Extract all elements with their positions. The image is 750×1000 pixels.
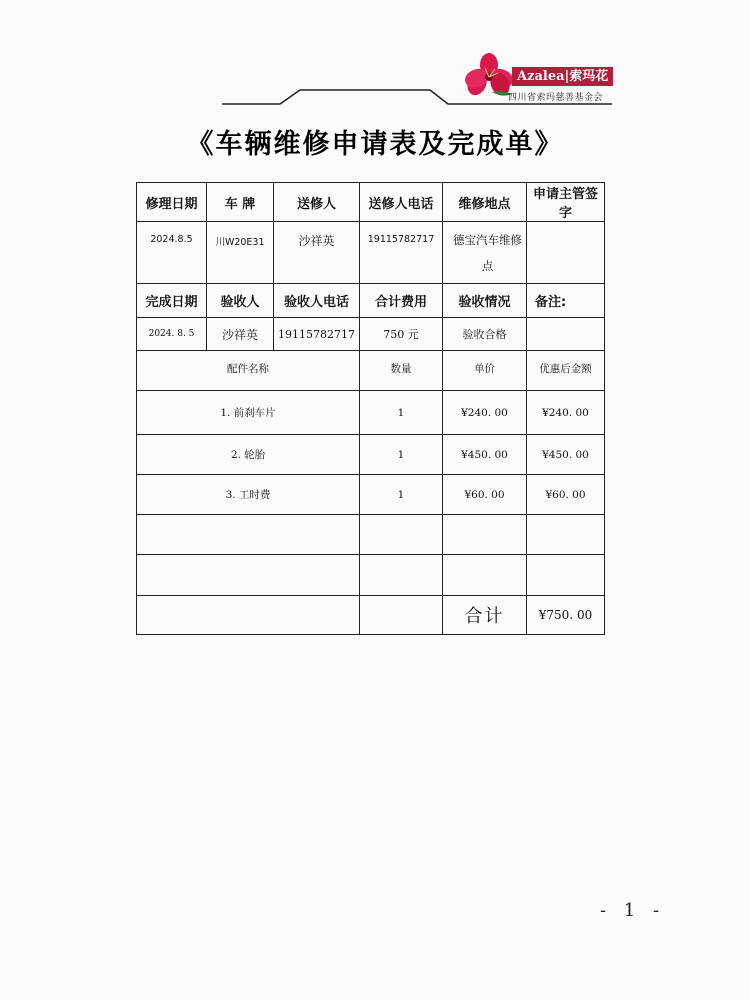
part-unit-price: ¥60. 00 bbox=[443, 475, 527, 515]
part-amount bbox=[527, 515, 605, 555]
parts-header-row bbox=[137, 351, 605, 391]
supervisor-signature-value bbox=[527, 222, 605, 284]
table-row bbox=[137, 515, 605, 555]
request-header-row bbox=[137, 183, 605, 222]
plate-value: 川W20E31 bbox=[207, 222, 274, 284]
header-remarks: 备注: bbox=[527, 284, 605, 318]
completion-header-row bbox=[137, 284, 605, 318]
header-inspector: 验收人 bbox=[207, 284, 274, 318]
header-plate: 车 牌 bbox=[207, 183, 274, 222]
header-repair-date: 修理日期 bbox=[137, 183, 207, 222]
header-total-cost: 合计费用 bbox=[360, 284, 443, 318]
sender-phone-value: 19115782717 bbox=[360, 222, 443, 284]
total-cost-value: 750 元 bbox=[360, 318, 443, 351]
remarks-value bbox=[527, 318, 605, 351]
header-completion-date: 完成日期 bbox=[137, 284, 207, 318]
part-unit-price: ¥450. 00 bbox=[443, 435, 527, 475]
part-name: 2. 轮胎 bbox=[137, 435, 360, 475]
logo-org-name: 四川省索玛慈善基金会 bbox=[508, 93, 604, 103]
inspection-status-value: 验收合格 bbox=[443, 318, 527, 351]
table-row bbox=[137, 475, 605, 515]
header-sender: 送修人 bbox=[274, 183, 360, 222]
inspector-value: 沙祥英 bbox=[207, 318, 274, 351]
header-unit-price: 单价 bbox=[443, 351, 527, 391]
table-row bbox=[137, 435, 605, 475]
header-inspector-phone: 验收人电话 bbox=[274, 284, 360, 318]
foundation-logo bbox=[462, 50, 622, 110]
part-quantity: 1 bbox=[360, 475, 443, 515]
part-unit-price: ¥240. 00 bbox=[443, 391, 527, 435]
completion-date-value: 2024. 8. 5 bbox=[137, 318, 207, 351]
part-amount bbox=[527, 555, 605, 596]
logo-brand-text: Azalea|索玛花 bbox=[512, 67, 613, 86]
table-row bbox=[137, 391, 605, 435]
total-row bbox=[137, 596, 605, 635]
repair-form-table bbox=[136, 182, 605, 635]
part-amount: ¥450. 00 bbox=[527, 435, 605, 475]
part-quantity bbox=[360, 515, 443, 555]
part-quantity: 1 bbox=[360, 435, 443, 475]
sender-value: 沙祥英 bbox=[274, 222, 360, 284]
completion-values-row bbox=[137, 318, 605, 351]
header-quantity: 数量 bbox=[360, 351, 443, 391]
header-repair-location: 维修地点 bbox=[443, 183, 527, 222]
page-number: - 1 - bbox=[600, 900, 666, 921]
inspector-phone-value: 19115782717 bbox=[274, 318, 360, 351]
header-inspection-status: 验收情况 bbox=[443, 284, 527, 318]
part-amount: ¥60. 00 bbox=[527, 475, 605, 515]
header-supervisor-signature: 申请主管签字 bbox=[527, 183, 605, 222]
form-title: 《车辆维修申请表及完成单》 bbox=[186, 129, 564, 160]
part-unit-price bbox=[443, 555, 527, 596]
table-row bbox=[137, 555, 605, 596]
part-quantity: 1 bbox=[360, 391, 443, 435]
header-decorative-line bbox=[0, 0, 750, 130]
repair-date-value: 2024.8.5 bbox=[137, 222, 207, 284]
total-row-blank-qty bbox=[360, 596, 443, 635]
total-row-blank bbox=[137, 596, 360, 635]
header-discounted-amount: 优惠后金额 bbox=[527, 351, 605, 391]
part-name bbox=[137, 555, 360, 596]
request-values-row bbox=[137, 222, 605, 284]
part-name: 1. 前刹车片 bbox=[137, 391, 360, 435]
header-sender-phone: 送修人电话 bbox=[360, 183, 443, 222]
part-amount: ¥240. 00 bbox=[527, 391, 605, 435]
part-name: 3. 工时费 bbox=[137, 475, 360, 515]
total-label: 合计 bbox=[443, 596, 527, 635]
header-part-name: 配件名称 bbox=[137, 351, 360, 391]
part-name bbox=[137, 515, 360, 555]
total-amount: ¥750. 00 bbox=[527, 596, 605, 635]
part-unit-price bbox=[443, 515, 527, 555]
part-quantity bbox=[360, 555, 443, 596]
repair-location-value: 德宝汽车维修点 bbox=[443, 222, 527, 284]
